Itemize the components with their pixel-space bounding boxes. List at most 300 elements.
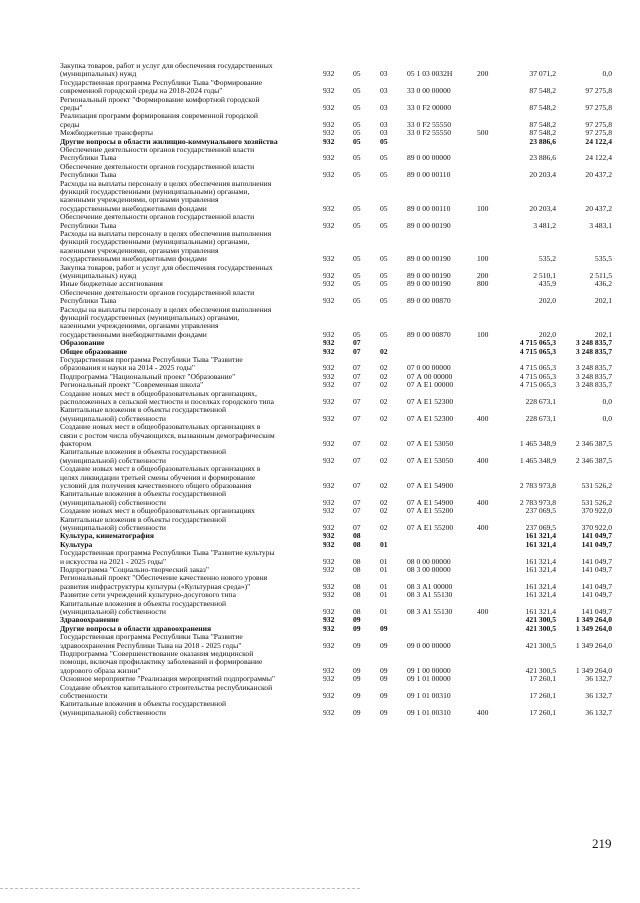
description-line: Здравоохранение [60, 615, 119, 625]
amount-2022-cell: 87 548,2 [529, 102, 556, 112]
expense-type-cell: 200 [477, 69, 489, 79]
razdel-cell: 05 [353, 69, 361, 79]
description-line: Реализация программ формирования современной городской [60, 111, 258, 121]
target-article-cell: 89 0 00 00000 [407, 153, 451, 163]
razdel-cell: 05 [353, 220, 361, 230]
target-article-cell: 89 0 00 00110 [407, 203, 451, 213]
table-row [0, 490, 640, 507]
amount-2023-cell: 20 437,2 [585, 203, 612, 213]
razdel-cell: 07 [353, 480, 361, 490]
grbs-cell: 932 [323, 522, 335, 532]
row-description [60, 146, 322, 163]
row-description [60, 406, 322, 423]
amount-2022-cell: 23 886,6 [529, 153, 556, 163]
description-line: Создание новых мест в общеобразовательных организациях, [60, 388, 257, 398]
amount-2023-cell: 2 346 387,5 [575, 455, 612, 465]
podrazdel-cell: 05 [380, 329, 388, 339]
podrazdel-cell: 05 [380, 203, 388, 213]
row-description [60, 264, 322, 281]
razdel-cell: 07 [353, 396, 361, 406]
grbs-cell: 932 [323, 615, 335, 625]
razdel-cell: 07 [353, 371, 361, 381]
grbs-cell: 932 [323, 220, 335, 230]
description-line: здорового образа жизни" [60, 665, 141, 675]
amount-2023-cell: 141 049,7 [581, 556, 612, 566]
description-line: Основное мероприятие "Реализация мероприятий подпрограммы" [60, 674, 276, 684]
target-article-cell: 33 0 F2 55550 [407, 119, 452, 129]
podrazdel-cell: 02 [380, 363, 388, 373]
target-article-cell: 07 А Е1 54900 [407, 480, 454, 490]
amount-2023-cell: 2 346 387,5 [575, 438, 612, 448]
razdel-cell: 05 [353, 329, 361, 339]
amount-2023-cell: 531 526,2 [581, 480, 612, 490]
grbs-cell: 932 [323, 170, 335, 180]
amount-2022-cell: 161 321,4 [525, 539, 556, 549]
amount-2022-cell: 228 673,1 [525, 413, 556, 423]
target-article-cell: 07 А Е1 52300 [407, 413, 454, 423]
amount-2022-cell: 87 548,2 [529, 119, 556, 129]
description-line: Республики Тыва [60, 170, 117, 180]
description-line: условий для получения качественного общего образования [60, 481, 252, 490]
target-article-cell: 89 0 00 00190 [407, 279, 451, 289]
razdel-cell: 09 [353, 665, 361, 675]
amount-2023-cell: 370 922,0 [581, 506, 612, 516]
target-article-cell: 33 0 F2 00000 [407, 102, 452, 112]
row-description [60, 289, 322, 306]
expense-type-cell: 100 [477, 203, 489, 213]
podrazdel-cell: 02 [380, 438, 388, 448]
target-article-cell: 07 А 00 00000 [407, 371, 453, 381]
row-description [60, 306, 322, 340]
amount-2023-cell: 97 275,8 [585, 128, 612, 138]
description-line: Закупка товаров, работ и услуг для обеспечения государственных [60, 262, 273, 272]
podrazdel-cell: 02 [380, 455, 388, 465]
amount-2023-cell: 202,1 [594, 329, 612, 339]
table-row [0, 650, 640, 675]
razdel-cell: 07 [353, 438, 361, 448]
amount-2023-cell: 141 049,7 [581, 565, 612, 574]
amount-2022-cell: 1 465 348,9 [519, 438, 556, 448]
row-description [60, 390, 322, 407]
amount-2023-cell: 0,0 [602, 396, 612, 406]
amount-2023-cell: 531 526,2 [581, 497, 612, 507]
razdel-cell: 07 [353, 497, 361, 507]
description-line: (муниципальной) собственности [60, 497, 166, 507]
podrazdel-cell: 05 [380, 270, 388, 280]
target-article-cell: 07 А Е1 00000 [407, 380, 454, 390]
grbs-cell: 932 [323, 531, 335, 541]
grbs-cell: 932 [323, 480, 335, 490]
description-line: Подпрограмма "Социально-творческий заказ" [60, 565, 209, 574]
amount-2023-cell: 1 349 264,0 [575, 665, 612, 675]
grbs-cell: 932 [323, 690, 335, 700]
description-line: (муниципальных) нужд [60, 69, 137, 79]
podrazdel-cell: 03 [380, 128, 388, 138]
razdel-cell: 07 [353, 413, 361, 423]
podrazdel-cell: 02 [380, 396, 388, 406]
target-article-cell: 33 0 00 00000 [407, 86, 451, 96]
podrazdel-cell: 09 [380, 674, 388, 684]
row-description [60, 448, 322, 465]
description-line: функций государственных (муниципальных) органами, [60, 313, 240, 322]
grbs-cell: 932 [323, 380, 335, 390]
grbs-cell: 932 [323, 539, 335, 549]
description-line: (муниципальной) собственности [60, 455, 166, 465]
row-description [60, 490, 322, 507]
amount-2022-cell: 2 510,1 [533, 270, 556, 280]
row-description [60, 684, 322, 701]
amount-2023-cell: 2 511,5 [589, 270, 612, 280]
amount-2022-cell: 20 203,4 [529, 170, 556, 180]
podrazdel-cell: 01 [380, 556, 388, 566]
razdel-cell: 08 [353, 556, 361, 566]
target-article-cell: 05 1 03 0032Н [407, 69, 453, 79]
razdel-cell: 05 [353, 86, 361, 96]
table-row [0, 684, 640, 701]
description-line: Республики Тыва [60, 220, 117, 230]
description-line: Другие вопросы в области жилищно-коммунального хозяйства [60, 136, 278, 146]
description-line: Создание новых мест в общеобразовательных организациях в [60, 422, 261, 432]
grbs-cell: 932 [323, 674, 335, 684]
grbs-cell: 932 [323, 102, 335, 112]
description-line: среды [60, 119, 80, 129]
description-line: государственными внебюджетными фондами [60, 329, 207, 339]
expense-type-cell: 400 [477, 707, 489, 717]
amount-2022-cell: 4 715 065,3 [519, 346, 556, 356]
amount-2022-cell: 23 886,6 [529, 136, 556, 146]
target-article-cell: 89 0 00 00110 [407, 170, 451, 180]
description-line: Расходы на выплаты персоналу в целях обеспечения выполнения [60, 304, 272, 314]
grbs-cell: 932 [323, 270, 335, 280]
target-article-cell: 09 0 00 00000 [407, 640, 451, 650]
description-line: государственными внебюджетными фондами [60, 254, 207, 264]
target-article-cell: 33 0 F2 55550 [407, 128, 452, 138]
amount-2023-cell: 3 483,1 [589, 220, 612, 230]
description-line: связи с ростом числа обучающихся, вызванным демографическим [60, 430, 275, 440]
podrazdel-cell: 02 [380, 497, 388, 507]
description-line: Расходы на выплаты персоналу в целях обеспечения выполнения [60, 178, 272, 188]
description-line: Капитальные вложения в объекты государственной [60, 598, 227, 608]
amount-2022-cell: 2 783 973,8 [519, 497, 556, 507]
grbs-cell: 932 [323, 590, 335, 600]
row-description [60, 423, 322, 448]
amount-2022-cell: 228 673,1 [525, 396, 556, 406]
amount-2022-cell: 17 260,1 [529, 674, 556, 684]
razdel-cell: 05 [353, 203, 361, 213]
target-article-cell: 89 0 00 00190 [407, 270, 451, 280]
podrazdel-cell: 05 [380, 296, 388, 306]
table-row [0, 289, 640, 306]
target-article-cell: 89 0 00 00870 [407, 329, 451, 339]
amount-2023-cell: 141 049,7 [581, 590, 612, 600]
row-description [60, 600, 322, 617]
amount-2022-cell: 237 069,5 [525, 506, 556, 516]
description-line: Создание объектов капитального строительства республиканской [60, 682, 273, 692]
footer-scan-line [0, 888, 360, 889]
grbs-cell: 932 [323, 640, 335, 650]
description-line: Региональный проект "Обеспечение качественно нового уровня [60, 573, 268, 583]
description-line: казенными учреждениями, органами управления [60, 245, 219, 255]
razdel-cell: 08 [353, 565, 361, 574]
amount-2022-cell: 2 783 973,8 [519, 480, 556, 490]
table-row [0, 306, 640, 340]
amount-2022-cell: 87 548,2 [529, 86, 556, 96]
razdel-cell: 07 [353, 522, 361, 532]
amount-2023-cell: 141 049,7 [581, 606, 612, 616]
target-article-cell: 07 А Е1 53050 [407, 455, 454, 465]
razdel-cell: 05 [353, 153, 361, 163]
razdel-cell: 07 [353, 363, 361, 373]
podrazdel-cell: 09 [380, 690, 388, 700]
grbs-cell: 932 [323, 606, 335, 616]
description-line: Обеспечение деятельности органов государственной власти [60, 287, 255, 297]
grbs-cell: 932 [323, 69, 335, 79]
podrazdel-cell: 02 [380, 506, 388, 516]
description-line: Культура, кинематография [60, 531, 155, 541]
amount-2023-cell: 1 349 264,0 [575, 640, 612, 650]
target-article-cell: 08 3 А1 55130 [407, 590, 453, 600]
amount-2023-cell: 202,1 [594, 296, 612, 306]
table-row [0, 423, 640, 448]
grbs-cell: 932 [323, 707, 335, 717]
expense-type-cell: 400 [477, 455, 489, 465]
description-line: (муниципальной) собственности [60, 413, 166, 423]
description-line: Расходы на выплаты персоналу в целях обеспечения выполнения [60, 229, 272, 238]
podrazdel-cell: 03 [380, 102, 388, 112]
amount-2023-cell: 3 248 835,7 [575, 338, 612, 348]
amount-2023-cell: 370 922,0 [581, 522, 612, 532]
description-line: расположенных в сельской местности и поселках городского типа [60, 397, 275, 406]
table-row [0, 230, 640, 264]
razdel-cell: 09 [353, 674, 361, 684]
table-row [0, 549, 640, 566]
podrazdel-cell: 01 [380, 539, 388, 549]
razdel-cell: 09 [353, 615, 361, 625]
description-line: развития инфраструктуры культуры («Культурная среда»)" [60, 581, 251, 591]
table-row [0, 213, 640, 230]
razdel-cell: 08 [353, 606, 361, 616]
amount-2022-cell: 161 321,4 [525, 590, 556, 600]
row-description [60, 62, 322, 79]
table-row [0, 406, 640, 423]
podrazdel-cell: 03 [380, 119, 388, 129]
description-line: Создание новых мест в общеобразовательных организациях в [60, 464, 261, 474]
description-line: (муниципальных) нужд [60, 271, 137, 280]
description-line: функций государственными (муниципальными) органами, [60, 237, 250, 247]
table-row [0, 600, 640, 617]
razdel-cell: 07 [353, 506, 361, 516]
description-line: Региональный проект "Современная школа" [60, 380, 204, 390]
amount-2022-cell: 202,0 [538, 296, 556, 306]
amount-2023-cell: 24 122,4 [585, 136, 612, 146]
description-line: Республики Тыва [60, 153, 117, 163]
amount-2022-cell: 161 321,4 [525, 531, 556, 541]
target-article-cell: 09 1 00 00000 [407, 665, 451, 675]
target-article-cell: 08 0 00 00000 [407, 556, 451, 566]
podrazdel-cell: 02 [380, 346, 388, 356]
podrazdel-cell: 02 [380, 480, 388, 490]
table-row [0, 390, 640, 407]
table-row [0, 96, 640, 113]
grbs-cell: 932 [323, 396, 335, 406]
amount-2022-cell: 421 300,5 [525, 615, 556, 625]
table-row [0, 633, 640, 650]
podrazdel-cell: 03 [380, 69, 388, 79]
podrazdel-cell: 02 [380, 522, 388, 532]
description-line: казенными учреждениями, органами управления [60, 321, 219, 331]
amount-2023-cell: 97 275,8 [585, 102, 612, 112]
table-row [0, 180, 640, 214]
table-row [0, 146, 640, 163]
amount-2023-cell: 20 437,2 [585, 170, 612, 180]
razdel-cell: 07 [353, 346, 361, 356]
description-line: Общее образование [60, 346, 128, 356]
amount-2022-cell: 421 300,5 [525, 623, 556, 633]
grbs-cell: 932 [323, 363, 335, 373]
grbs-cell: 932 [323, 506, 335, 516]
razdel-cell: 07 [353, 455, 361, 465]
amount-2023-cell: 141 049,7 [581, 531, 612, 541]
description-line: Подпрограмма "Совершенствование оказания медицинской [60, 649, 254, 658]
podrazdel-cell: 01 [380, 606, 388, 616]
row-description [60, 549, 322, 566]
grbs-cell: 932 [323, 556, 335, 566]
amount-2023-cell: 0,0 [602, 69, 612, 79]
expense-type-cell: 500 [477, 128, 489, 138]
razdel-cell: 05 [353, 119, 361, 129]
description-line: здравоохранения Республики Тыва на 2018 - 2025 годы" [60, 640, 242, 650]
target-article-cell: 09 1 01 00310 [407, 690, 451, 700]
table-row [0, 465, 640, 490]
expense-type-cell: 800 [477, 279, 489, 289]
podrazdel-cell: 05 [380, 153, 388, 163]
description-line: Обеспечение деятельности органов государственной власти [60, 212, 255, 222]
amount-2022-cell: 421 300,5 [525, 640, 556, 650]
amount-2023-cell: 141 049,7 [581, 539, 612, 549]
table-row [0, 574, 640, 591]
description-line: Государственная программа Республики Тыва "Формирование [60, 77, 263, 87]
razdel-cell: 07 [353, 380, 361, 390]
table-row [0, 516, 640, 533]
amount-2022-cell: 4 715 065,3 [519, 371, 556, 381]
table-row [0, 700, 640, 717]
expense-type-cell: 100 [477, 254, 489, 264]
grbs-cell: 932 [323, 623, 335, 633]
description-line: Обеспечение деятельности органов государственной власти [60, 161, 255, 171]
amount-2023-cell: 436,2 [594, 279, 612, 289]
amount-2022-cell: 3 481,2 [533, 220, 556, 230]
amount-2023-cell: 97 275,8 [585, 86, 612, 96]
razdel-cell: 05 [353, 254, 361, 264]
amount-2023-cell: 36 132,7 [585, 707, 612, 717]
grbs-cell: 932 [323, 338, 335, 348]
description-line: Подпрограмма "Национальный проект "Образование" [60, 371, 236, 381]
razdel-cell: 08 [353, 581, 361, 591]
row-description [60, 163, 322, 180]
table-row [0, 356, 640, 373]
amount-2022-cell: 1 465 348,9 [519, 455, 556, 465]
grbs-cell: 932 [323, 86, 335, 96]
razdel-cell: 05 [353, 128, 361, 138]
amount-2023-cell: 36 132,7 [585, 690, 612, 700]
podrazdel-cell: 05 [380, 220, 388, 230]
description-line: Капитальные вложения в объекты государственной [60, 447, 227, 457]
grbs-cell: 932 [323, 279, 335, 289]
row-description [60, 516, 322, 533]
expense-type-cell: 400 [477, 413, 489, 423]
description-line: Межбюджетные трансферты [60, 128, 153, 138]
razdel-cell: 09 [353, 690, 361, 700]
description-line: Капитальные вложения в объекты государственной [60, 514, 227, 524]
description-line: образования и науки на 2014 - 2025 годы" [60, 363, 195, 373]
expense-type-cell: 400 [477, 606, 489, 616]
grbs-cell: 932 [323, 329, 335, 339]
podrazdel-cell: 05 [380, 136, 388, 146]
grbs-cell: 932 [323, 346, 335, 356]
description-line: фактором [60, 439, 92, 448]
row-description [60, 356, 322, 373]
description-line: собственности [60, 691, 108, 700]
amount-2022-cell: 17 260,1 [529, 690, 556, 700]
podrazdel-cell: 05 [380, 170, 388, 180]
grbs-cell: 932 [323, 371, 335, 381]
grbs-cell: 932 [323, 136, 335, 146]
description-line: Создание новых мест в общеобразовательных организациях [60, 506, 255, 516]
target-article-cell: 89 0 00 00190 [407, 254, 451, 264]
row-description [60, 96, 322, 113]
row-description [60, 465, 322, 490]
amount-2023-cell: 24 122,4 [585, 153, 612, 163]
razdel-cell: 05 [353, 279, 361, 289]
row-description [60, 213, 322, 230]
razdel-cell: 07 [353, 338, 361, 348]
razdel-cell: 05 [353, 136, 361, 146]
amount-2022-cell: 421 300,5 [525, 665, 556, 675]
description-line: (муниципальной) собственности [60, 523, 166, 532]
podrazdel-cell: 09 [380, 665, 388, 675]
grbs-cell: 932 [323, 153, 335, 163]
amount-2022-cell: 37 071,2 [529, 69, 556, 79]
description-line: функций государственными (муниципальными) органами, [60, 187, 250, 196]
table-row [0, 163, 640, 180]
razdel-cell: 09 [353, 623, 361, 633]
razdel-cell: 08 [353, 539, 361, 549]
description-line: Государственная программа Республики Тыва "Развитие культуры [60, 548, 275, 558]
expense-type-cell: 100 [477, 329, 489, 339]
row-description [60, 112, 322, 129]
grbs-cell: 932 [323, 455, 335, 465]
description-line: Республики Тыва [60, 296, 117, 306]
grbs-cell: 932 [323, 203, 335, 213]
target-article-cell: 08 3 А1 00000 [407, 581, 453, 591]
target-article-cell: 07 0 00 00000 [407, 363, 451, 373]
description-line: Закупка товаров, работ и услуг для обеспечения государственных [60, 61, 273, 70]
amount-2022-cell: 161 321,4 [525, 606, 556, 616]
amount-2023-cell: 1 349 264,0 [575, 623, 612, 633]
amount-2022-cell: 4 715 065,3 [519, 380, 556, 390]
target-article-cell: 07 А Е1 55200 [407, 522, 454, 532]
row-description [60, 180, 322, 214]
description-line: среды" [60, 103, 83, 112]
row-description [60, 230, 322, 264]
description-line: Культура [60, 539, 93, 549]
table-row [0, 112, 640, 129]
amount-2023-cell: 3 248 835,7 [575, 380, 612, 390]
amount-2023-cell: 97 275,8 [585, 119, 612, 129]
razdel-cell: 05 [353, 102, 361, 112]
podrazdel-cell: 01 [380, 590, 388, 600]
description-line: Развитие сети учреждений культурно-досугового типа [60, 590, 236, 600]
